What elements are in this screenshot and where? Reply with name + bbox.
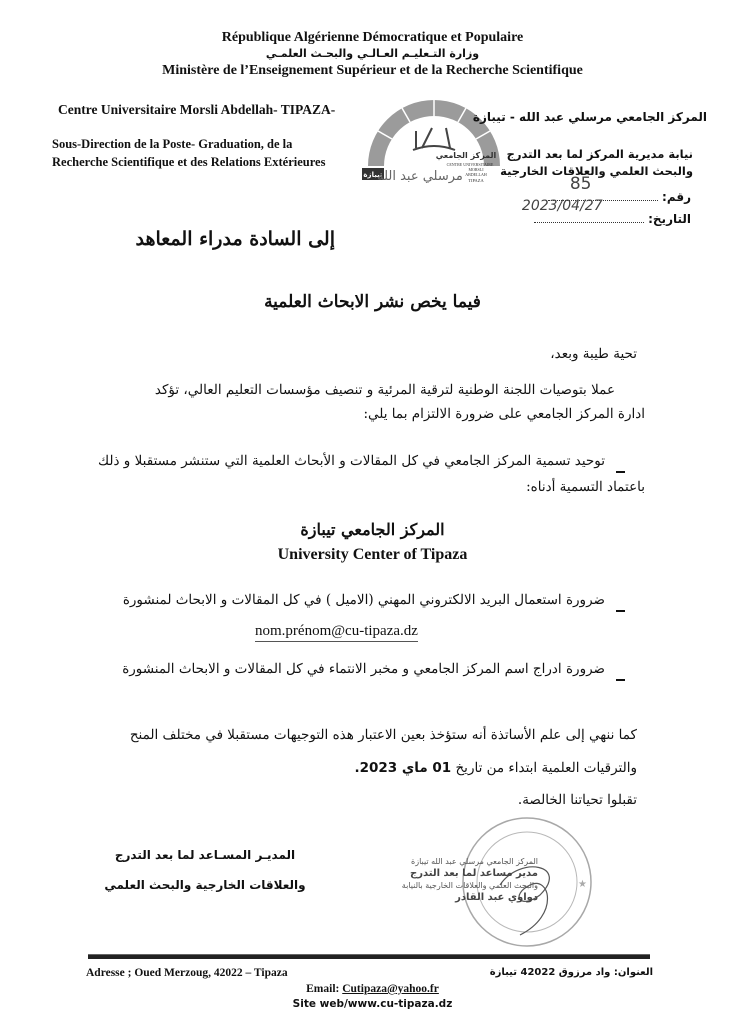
closing-line2 <box>57 760 637 776</box>
logo-name-fr-3: ABDELLAH <box>465 172 487 177</box>
number-label: رقم: <box>662 190 691 204</box>
number-value: 85 <box>569 174 592 194</box>
item3: ضرورة ادراج اسم المركز الجامعي و مخبر الانتماء في كل المقالات و الابحاث المنشورة <box>122 661 605 677</box>
stamp-line4: دواوي عبد القادر <box>455 892 538 903</box>
date-value: 2023/04/27 <box>521 198 603 214</box>
bullet-dash-2 <box>616 602 625 620</box>
subdirection-ar-line1: نيابة مديرية المركز لما بعد التدرج <box>506 147 693 161</box>
logo-arc-icon <box>358 86 510 194</box>
signatory-title <box>100 840 310 900</box>
reference-date <box>521 198 691 226</box>
item1-line1: توحيد تسمية المركز الجامعي في كل المقالات و الأبحاث العلمية التي ستنشر مستقبلا و ذلك <box>98 453 605 469</box>
intro-line2: ادارة المركز الجامعي على ضرورة الالتزام بما يلي: <box>363 406 645 422</box>
footer-address-ar: العنوان: واد مرزوق 42022 تيبازة <box>489 967 653 978</box>
intro-line1: عملا بتوصيات اللجنة الوطنية لترقية المرئية و تنصيف مؤسسات التعليم العالي، تؤكد <box>154 382 615 398</box>
logo-name-fr-1: CENTRE UNIVERSITAIRE <box>446 162 494 167</box>
date-label: التاريخ: <box>648 212 691 226</box>
official-name-en: University Center of Tipaza <box>277 546 468 563</box>
intro-paragraph <box>85 382 645 422</box>
footer-website[interactable]: Site web/www.cu-tipaza.dz <box>292 998 453 1010</box>
subdirection-fr-line2: Recherche Scientifique et des Relations Extérieures <box>52 155 326 169</box>
signatory-title-line1: المديـر المسـاعد لما بعد التدرج <box>114 848 296 862</box>
signatory-title-line2: والعلاقات الخارجية والبحث العلمي <box>104 878 306 892</box>
footer-email-label: Email: <box>306 983 340 995</box>
subdirection-fr-line1: Sous-Direction de la Poste- Graduation, de la <box>52 137 293 151</box>
stamp-line2: مدير مساعد لما بعد التدرج <box>410 868 538 879</box>
university-logo <box>358 86 510 194</box>
logo-badge: تيبازة <box>363 171 383 179</box>
republic-title: République Algérienne Démocratique et Populaire <box>221 30 524 45</box>
center-name-fr: Centre Universitaire Morsli Abdellah- TIPAZA- <box>58 102 336 117</box>
logo-script-name: مرسلي عبد الله <box>377 169 463 184</box>
footer-email-link[interactable]: Cutipaza@yahoo.fr <box>342 983 439 995</box>
closing-line1: كما ننهي إلى علم الأساتذة أنه ستؤخذ بعين الاعتبار هذه التوجيهات مستقبلا في مختلف المنح <box>129 727 637 743</box>
closing-line2-prefix: والترقيات العلمية ابتداء من تاريخ <box>455 760 637 776</box>
subdirection-ar <box>500 146 693 180</box>
bullet-dash-3 <box>616 671 625 689</box>
official-name-ar: المركز الجامعي تيبازة <box>300 520 445 539</box>
ministry-title-fr: Ministère de l’Enseignement Supérieur et de la Recherche Scientifique <box>162 63 583 78</box>
ministry-title-ar: وزارة التـعليـم العـالـي والبحـث العلمـي <box>265 47 480 60</box>
stamp-line3: والبحث العلمي والعلاقات الخارجية بالنيابة <box>401 881 538 890</box>
regards: تقبلوا تحياتنا الخالصة. <box>517 792 637 808</box>
item2: ضرورة استعمال البريد الالكتروني المهني (الاميل ) في كل المقالات و الابحاث لمنشورة <box>122 592 605 608</box>
subject: فيما يخص نشر الابحاث العلمية <box>264 292 481 312</box>
footer-email <box>0 983 745 995</box>
stamp-line1: المركز الجامعي مرسلي عبد الله تيبازة <box>411 857 538 866</box>
email-format-link[interactable]: nom.prénom@cu-tipaza.dz <box>255 623 418 642</box>
footer-divider <box>88 954 650 959</box>
item1-line2: باعتماد التسمية أدناه: <box>526 479 645 495</box>
signatory-stamp-text <box>348 856 538 904</box>
logo-name-ar: المركز الجامعي <box>435 151 497 160</box>
item1 <box>65 453 645 495</box>
logo-name-fr-2: MORSLI <box>468 167 484 172</box>
footer-address-fr: Adresse ; Oued Merzoug, 42022 – Tipaza <box>86 967 288 979</box>
subdirection-ar-line2: والبحث العلمي والعلاقات الخارجية <box>500 164 693 178</box>
effective-date: 01 ماي 2023. <box>354 760 452 776</box>
subdirection-fr <box>52 135 325 171</box>
center-name-ar: المركز الجامعي مرسلي عبد الله - تيبازة <box>472 110 707 124</box>
svg-text:★: ★ <box>578 879 587 890</box>
greeting: تحية طيبة وبعد، <box>550 346 637 362</box>
recipient: إلى السادة مدراء المعاهد <box>135 228 335 250</box>
logo-name-fr-4: TIPAZA <box>468 178 484 183</box>
